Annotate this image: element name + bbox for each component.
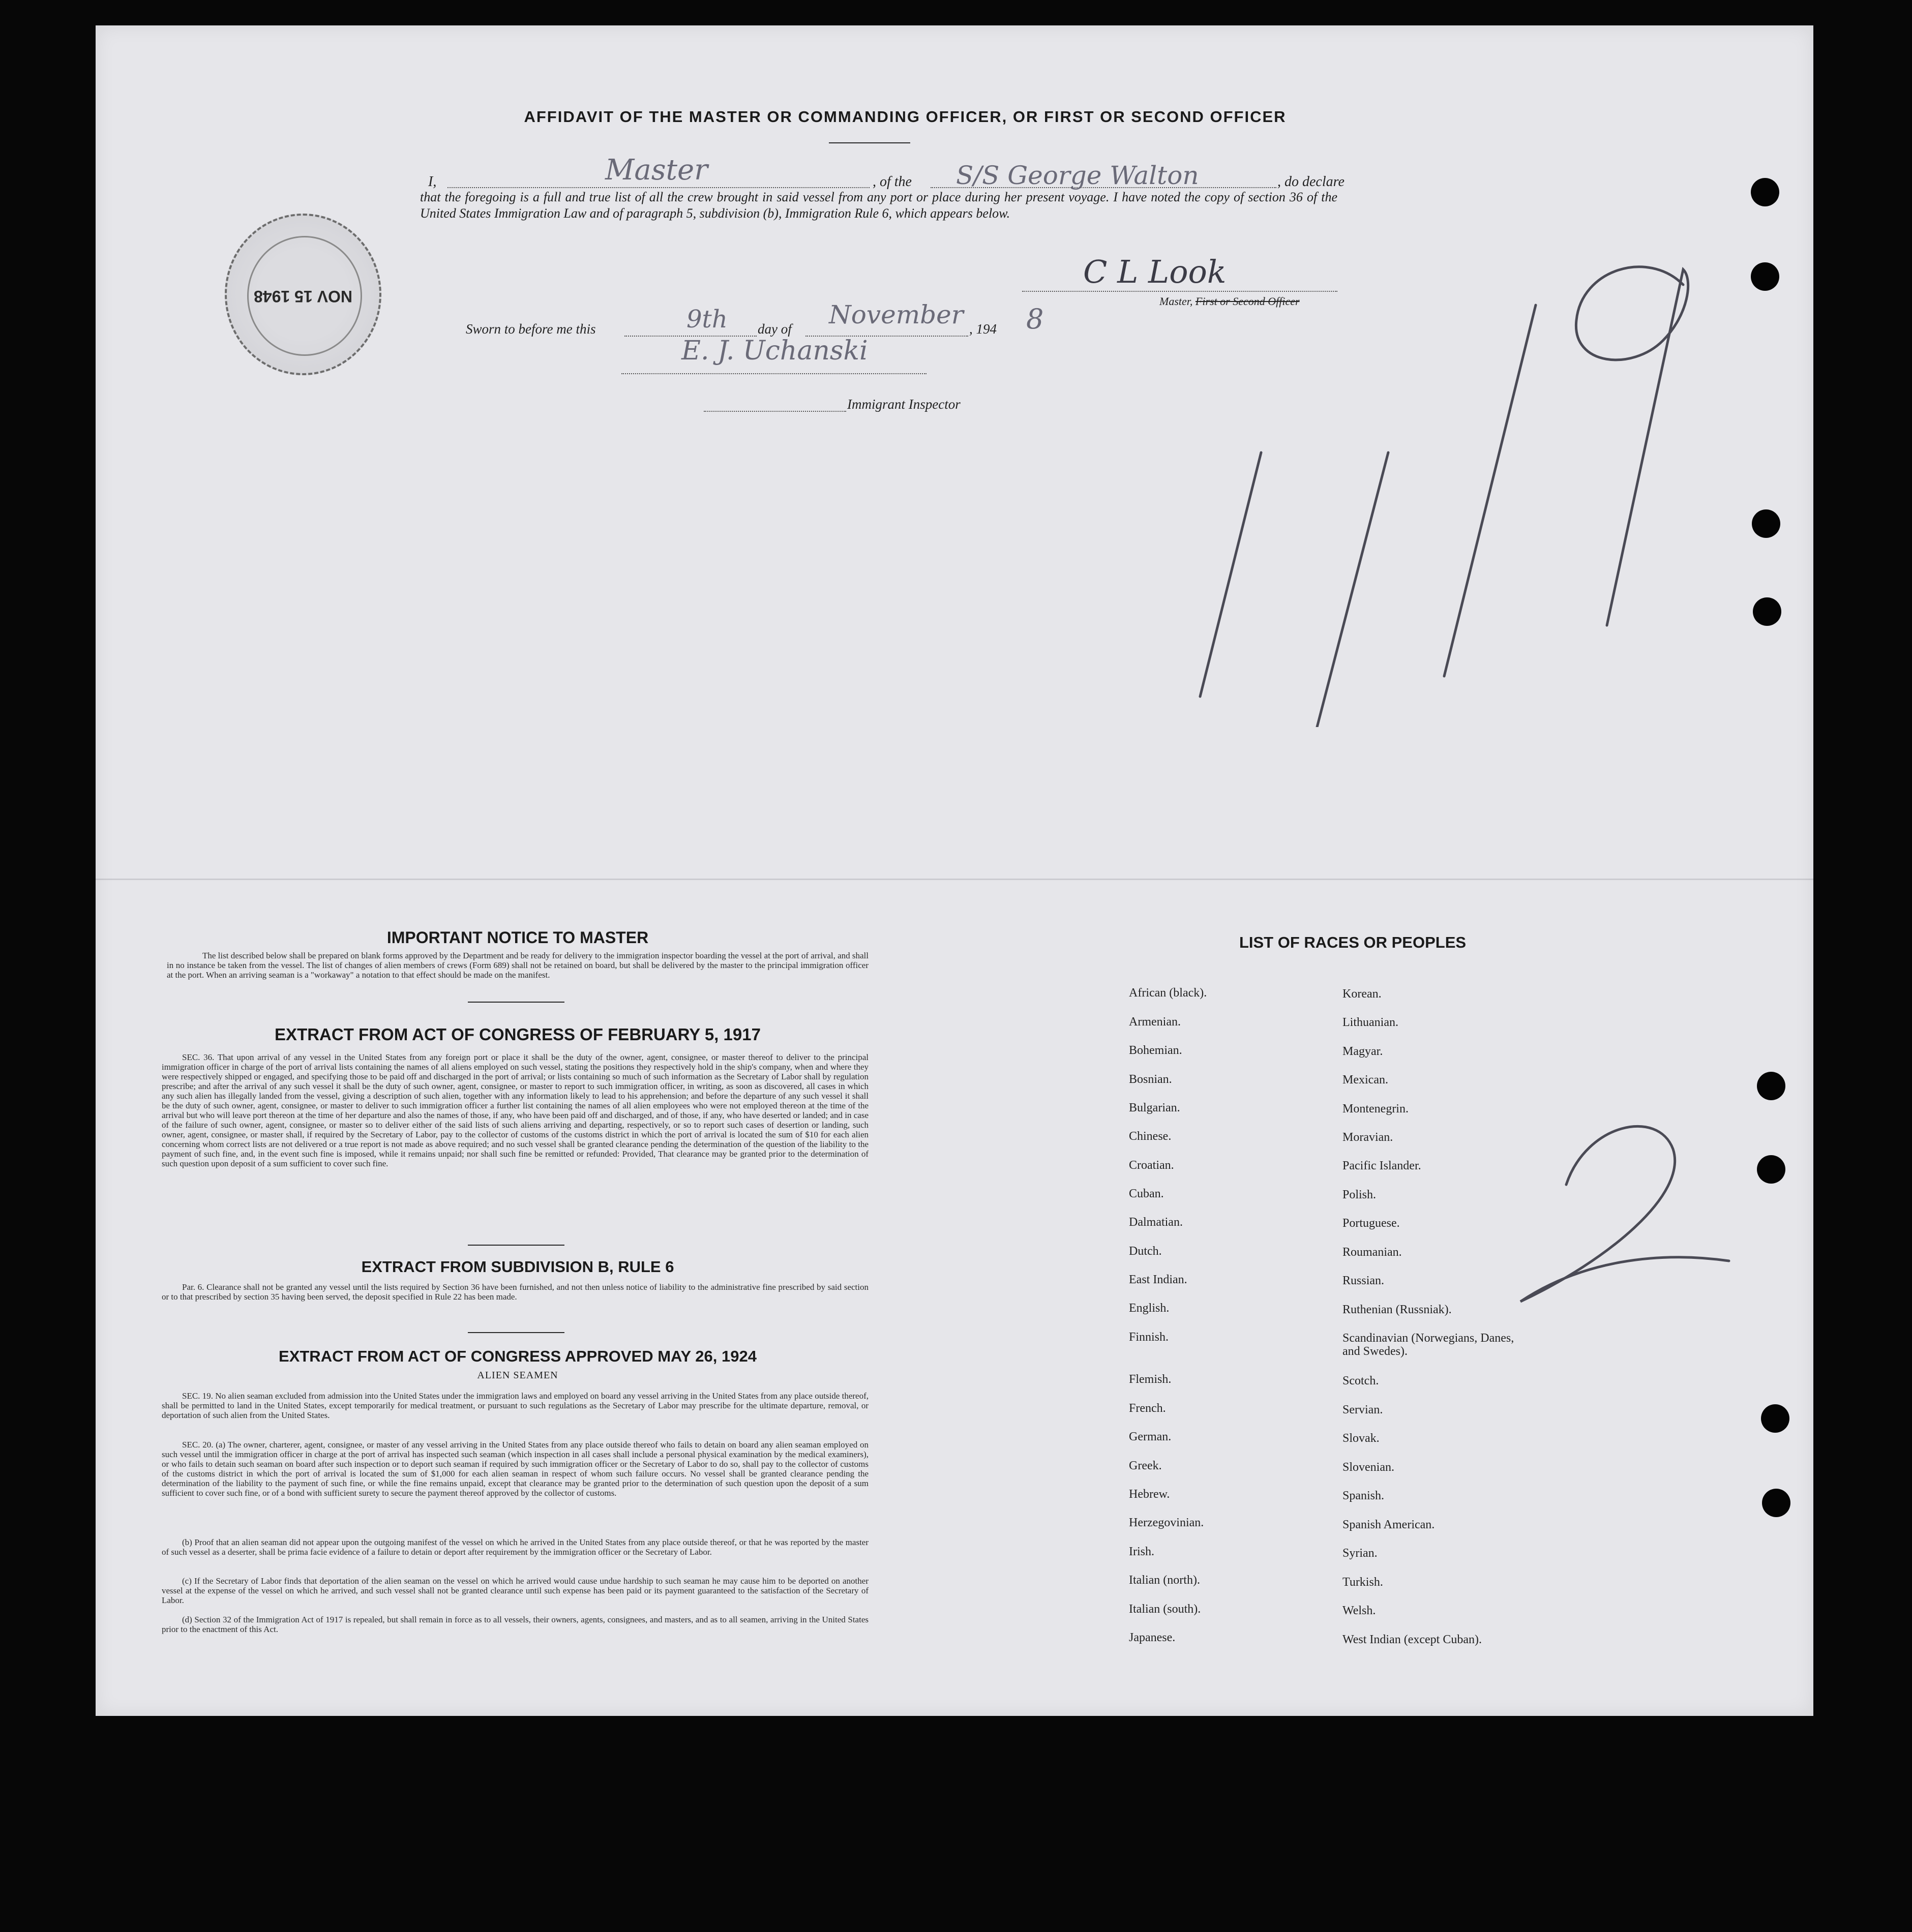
race-item: Magyar. <box>1342 1045 1383 1058</box>
race-item: East Indian. <box>1129 1273 1187 1286</box>
binder-hole <box>1751 262 1779 291</box>
officer-caption-struck: First or Second Officer <box>1195 295 1300 308</box>
race-item: African (black). <box>1129 986 1207 1000</box>
rank-fill-line <box>447 187 870 188</box>
race-item: Moravian. <box>1342 1131 1393 1144</box>
extract-1924-sec20d: (d) Section 32 of the Immigration Act of 1917 is repealed, but shall remain in force as to all vessels, their owners, agents, consignees, and masters, and as to all seamen, arriving in the United States prior to the enactment of this Act. <box>162 1615 869 1634</box>
extract-1924-sec20b: (b) Proof that an alien seaman did not appear upon the outgoing manifest of the vessel on which he arrived in the United States from any place outside thereof, or that he was reported by the master of such vessel as a deserter, shall be prima facie evidence of a failure to detain or deport after requirement by the immigration officer or the Secretary of Labor. <box>162 1537 869 1557</box>
race-item: Korean. <box>1342 987 1382 1001</box>
binder-hole <box>1757 1072 1785 1100</box>
race-item: Japanese. <box>1129 1631 1176 1644</box>
race-item: Armenian. <box>1129 1015 1181 1029</box>
race-item: French. <box>1129 1402 1166 1415</box>
race-item: German. <box>1129 1430 1172 1443</box>
hw-day: 9th <box>686 305 728 334</box>
race-item: Pacific Islander. <box>1342 1159 1421 1172</box>
binder-hole <box>1757 1155 1785 1184</box>
page-fold-line <box>96 879 1813 880</box>
notice-text: The list described below shall be prepared on blank forms approved by the Department and be ready for delivery to the immigration inspector boarding the vessel at the port of arrival, and shall in no instance be taken from the vessel. The list of changes of alien members of crews (Form 689) shall not be retained on board, but shall be delivered by the master to the principal immigration officer at the port. When an arriving seaman is a "workaway" a notation to that effect should be made on the manifest. <box>167 951 869 980</box>
notice-title: IMPORTANT NOTICE TO MASTER <box>386 928 649 947</box>
affidavit-title: AFFIDAVIT OF THE MASTER OR COMMANDING OFFICER, OR FIRST OR SECOND OFFICER <box>524 108 1287 126</box>
binder-hole <box>1762 1489 1790 1517</box>
race-item: Lithuanian. <box>1342 1016 1398 1029</box>
extract-1924-sec20c: (c) If the Secretary of Labor finds that deportation of the alien seaman on the vessel on which he arrived would cause undue hardship to such seaman he may cause him to be deported on another vessel at the expense of the vessel on which he arrived, and such vessel shall not be granted clearance until such expense has been paid or its payment guaranteed to the satisfaction of the Secretary of Labor. <box>162 1576 869 1605</box>
hw-page-number <box>1505 1108 1744 1347</box>
race-item: Ruthenian (Russniak). <box>1342 1303 1452 1316</box>
race-item: English. <box>1129 1302 1170 1315</box>
race-item: Polish. <box>1342 1188 1377 1201</box>
extract-1917-divider <box>468 1245 564 1246</box>
race-item: Finnish. <box>1129 1331 1169 1344</box>
race-item: Welsh. <box>1342 1604 1376 1617</box>
extract-1924-subtitle: ALIEN SEAMEN <box>477 1370 558 1381</box>
race-item: Greek. <box>1129 1459 1162 1472</box>
rule6-text: Par. 6. Clearance shall not be granted any vessel until the lists required by Section 36 have been furnished, and not then unless notice of liability to the administrative fine prescribed by said section or to that prescribed by section 35 having been served, the deposit specified in Rule 22 has been made. <box>162 1282 869 1302</box>
race-item: Mexican. <box>1342 1073 1388 1086</box>
race-item: Dutch. <box>1129 1245 1162 1258</box>
extract-1917-text: SEC. 36. That upon arrival of any vessel in the United States from any foreign port or place it shall be the duty of the owner, agent, consignee, or master thereof to deliver to the principal immigration officer in charge of the port of arrival lists containing the names of all aliens employed on such vessel, stating the positions they respectively hold in the ship's company, when and where they were respectively shipped or engaged, and specifying those to be paid off and discharged in the port of arrival; or lists containing so much of such information as the Secretary of Labor shall by regulation prescribe; and after the arrival of any such vessel it shall be the duty of such owner, agent, consignee, or master to report to such immigration officer, in writing, as soon as discovered, all cases in which any such alien has illegally landed from the vessel, giving a description of such alien, together with any information likely to lead to his apprehension; and before the departure of any such vessel it shall be the duty of such owner, agent, consignee, or master to deliver to such immigration officer a further list containing the names of all alien employees who were not employed thereon at the time of the arrival but who will leave port thereon at the time of her departure and also the names of those, if any, who have been paid off and discharged, and of those, if any, who have deserted or landed; and in case of the failure of such owner, agent, consignee, or master so to deliver either of the said lists of such aliens arriving and departing, respectively, or so to report such cases of desertion or landing, such owner, agent, consignee, or master shall, if required by the Secretary of Labor, pay to the collector of customs of the customs district in which the port of arrival is located the sum of $10 for each alien concerning whom correct lists are not delivered or a true report is not made as above required; and no such vessel shall be granted clearance pending the determination of the question of the liability to the payment of such fine, and, in the event such fine is imposed, while it remains unpaid; nor shall such fine be remitted or refunded: Provided, That clearance may be granted prior to the determination of such question upon deposit of a sum sufficient to cover such fine. <box>162 1052 869 1168</box>
extract-1924-sec20a: SEC. 20. (a) The owner, charterer, agent, consignee, or master of any vessel arriving in the United States from any place outside thereof who fails to detain on board any alien seaman employed on such vessel until the immigration officer in charge at the port of arrival has inspected such seaman (which inspection in all cases shall include a personal physical examination by the medical examiners), or who fails to detain such seaman on board after such inspection or to deport such seaman if required by such immigration officer or the Secretary of Labor to do so, shall pay to the collector of customs of the customs district in which the port of arrival is located the sum of $1,000 for each alien seaman in respect of whom such failure occurs. No vessel shall be granted clearance pending the determination of the liability to the payment of such fine, or while the fine remains unpaid, except that clearance may be granted prior to the determination of such question upon the deposit of a sum sufficient to cover such fine, or of a bond with sufficient surety to secure the payment thereof approved by the collector of customs. <box>162 1440 869 1498</box>
binder-hole <box>1751 178 1779 206</box>
race-item: Turkish. <box>1342 1576 1383 1589</box>
official-stamp <box>225 214 381 375</box>
extract-1917-title: EXTRACT FROM ACT OF CONGRESS OF FEBRUARY 5, 1917 <box>275 1025 761 1044</box>
race-item: Slovak. <box>1342 1432 1380 1445</box>
binder-hole <box>1752 509 1780 538</box>
race-item: Cuban. <box>1129 1187 1164 1200</box>
race-item: Croatian. <box>1129 1159 1174 1172</box>
race-item: Montenegrin. <box>1342 1102 1409 1115</box>
race-item: Hebrew. <box>1129 1488 1170 1501</box>
race-item: Russian. <box>1342 1274 1385 1287</box>
extract-1924-sec19: SEC. 19. No alien seaman excluded from admission into the United States under the immigration laws and employed on board any vessel arriving in the United States from any place outside thereof, shall be permitted to land in the United States, except temporarily for medical treatment, or pursuant to such regulations as the Secretary of Labor may prescribe for the ultimate departure, removal, or deportation of such alien from the United States. <box>162 1391 869 1420</box>
year-prefix: , 194 <box>969 321 997 337</box>
hw-month: November <box>829 300 964 329</box>
hw-vessel-name: S/S George Walton <box>956 161 1199 190</box>
rule6-divider <box>468 1332 564 1333</box>
affidavit-of-the-label: , of the <box>873 174 912 190</box>
officer-caption-master: Master, <box>1159 295 1196 308</box>
hw-inspector-signature: E. J. Uchanski <box>681 336 868 366</box>
race-item: Scotch. <box>1342 1374 1379 1387</box>
affidavit-i-label: I, <box>428 174 437 190</box>
hw-master-signature: C L Look <box>1083 253 1227 290</box>
inspector-caption-line <box>704 411 846 412</box>
binder-hole <box>1761 1404 1789 1433</box>
rule6-title: EXTRACT FROM SUBDIVISION B, RULE 6 <box>361 1258 674 1276</box>
race-item: Portuguese. <box>1342 1217 1400 1230</box>
race-item: Dalmatian. <box>1129 1216 1183 1229</box>
races-title: LIST OF RACES OR PEOPLES <box>1239 933 1467 951</box>
notice-divider <box>468 1002 564 1003</box>
day-of-label: day of <box>758 321 792 337</box>
race-item: Slovenian. <box>1342 1461 1394 1474</box>
extract-1924-title: EXTRACT FROM ACT OF CONGRESS APPROVED MAY 26, 1924 <box>279 1347 757 1365</box>
race-item: West Indian (except Cuban). <box>1342 1633 1482 1646</box>
inspector-caption: Immigrant Inspector <box>847 397 961 412</box>
race-item: Spanish. <box>1342 1489 1385 1502</box>
race-item: Italian (north). <box>1129 1574 1200 1587</box>
race-item: Irish. <box>1129 1545 1154 1558</box>
race-item: Herzegovinian. <box>1129 1516 1204 1529</box>
inspector-sig-line <box>621 373 927 374</box>
race-item: Servian. <box>1342 1403 1383 1416</box>
title-divider <box>829 142 910 143</box>
affidavit-body: that the foregoing is a full and true list of all the crew brought in said vessel from any port or place during her present voyage. I have noted the copy of section 36 of the United States Immigration Law and of paragraph 5, subdivision (b), Immigration Rule 6, which appears below. <box>420 190 1337 221</box>
stamp-date: NOV 15 1948 <box>254 287 352 306</box>
race-item: Scandinavian (Norwegians, Danes, and Swedes). <box>1342 1332 1514 1358</box>
sworn-prefix: Sworn to before me this <box>466 321 596 337</box>
race-item: Bulgarian. <box>1129 1101 1180 1114</box>
race-item: Bohemian. <box>1129 1044 1182 1057</box>
hw-rank: Master <box>605 154 708 187</box>
race-item: Syrian. <box>1342 1547 1378 1560</box>
affidavit-do-declare-label: , do declare <box>1277 174 1345 190</box>
race-item: Bosnian. <box>1129 1073 1172 1086</box>
race-item: Spanish American. <box>1342 1518 1435 1531</box>
hw-year: 8 <box>1026 303 1044 335</box>
race-item: Flemish. <box>1129 1373 1172 1386</box>
race-item: Italian (south). <box>1129 1603 1201 1616</box>
binder-hole <box>1753 597 1781 626</box>
race-item: Roumanian. <box>1342 1246 1402 1259</box>
hw-big-number <box>1149 239 1729 727</box>
race-item: Chinese. <box>1129 1130 1172 1143</box>
